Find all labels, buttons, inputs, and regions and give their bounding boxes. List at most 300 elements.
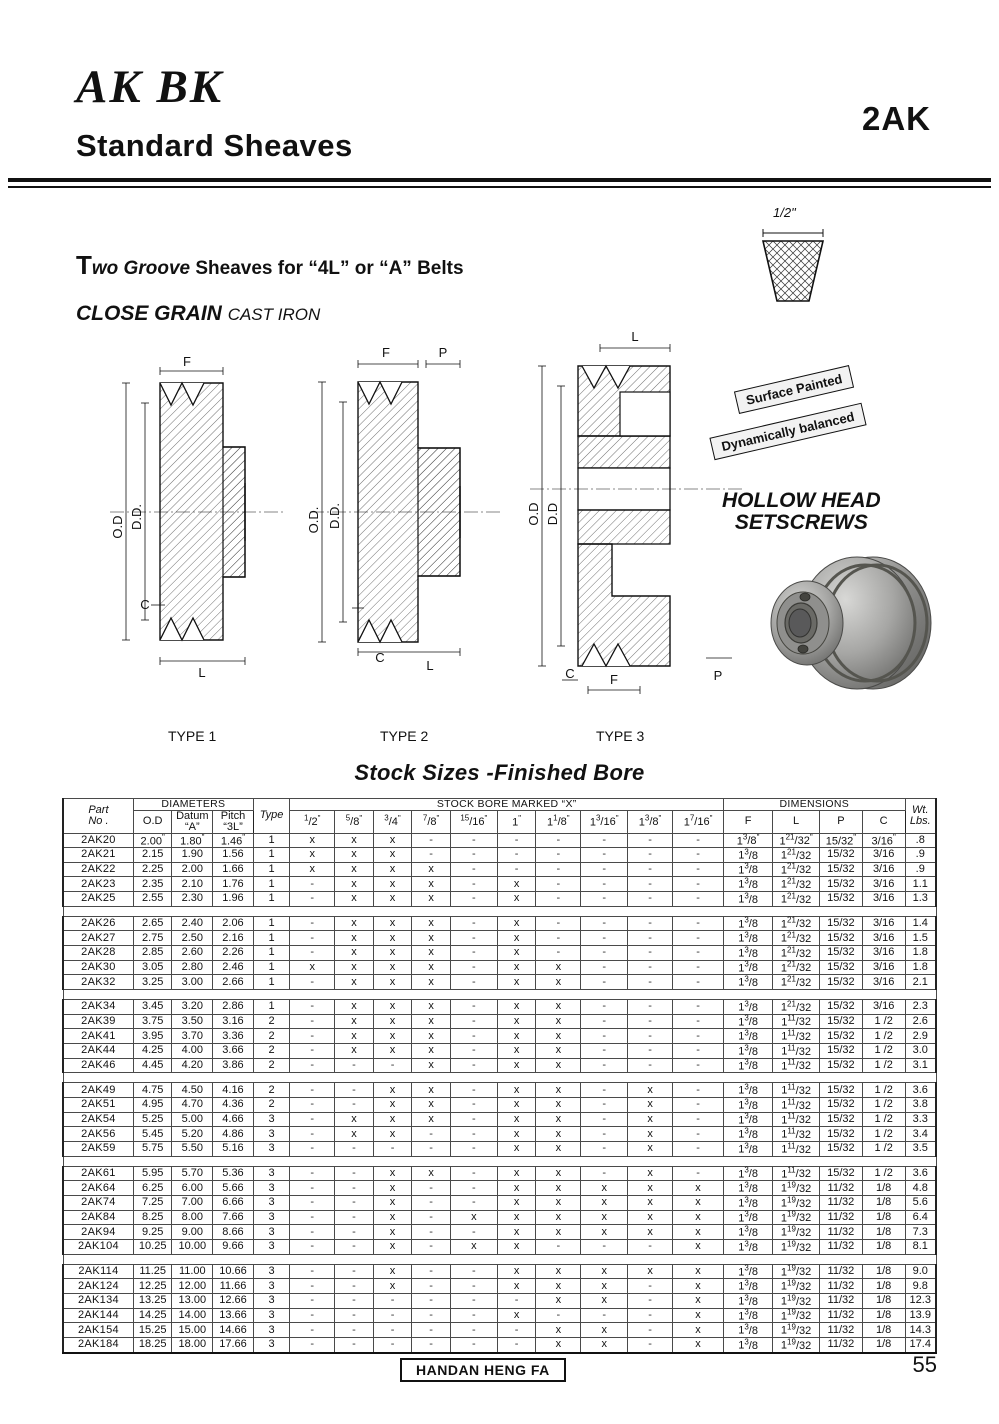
table-row[interactable] [63,1337,936,1352]
cell-datum: 1.80" [172,833,213,848]
table-row[interactable] [63,1323,936,1338]
cell-bore-8: x [628,1181,673,1196]
cell-bore-8: - [628,1293,673,1308]
cell-type: 2 [253,1044,290,1059]
cell-pitch: 17.66 [213,1337,254,1352]
cell-weight: 3.0 [905,1044,936,1059]
cell-dim-p: 11/32 [820,1195,863,1210]
hollow-head-line1: HOLLOW HEAD [722,489,881,512]
cell-dim-p: 11/32 [820,1308,863,1323]
table-row[interactable] [63,946,936,961]
cell-part-no: 2AK44 [63,1044,133,1059]
table-row[interactable] [63,833,936,848]
cell-dim-l: $1^{21}/32$ [773,916,820,931]
cell-type: 1 [253,848,290,863]
cell-bore-4: - [450,862,497,877]
cell-dim-l: $1^{21}/32$ [773,975,820,990]
block-spacer [63,1156,936,1166]
cell-bore-9: - [673,1058,724,1073]
cell-dim-p: 15/32 [820,960,863,975]
cell-bore-7: - [581,1141,628,1156]
belt-width-label: 1/2" [773,205,796,220]
cell-bore-9: x [673,1181,724,1196]
cell-datum: 9.00 [172,1225,213,1240]
cell-bore-1: - [335,1058,374,1073]
cell-part-no: 2AK49 [63,1083,133,1098]
cell-bore-4: - [450,1098,497,1113]
cell-bore-3: x [412,1058,451,1073]
cell-bore-8: x [628,1210,673,1225]
type3-L-label: L [631,329,639,344]
cell-weight: 1.3 [905,892,936,907]
cell-datum: 2.30 [172,892,213,907]
table-row[interactable] [63,1000,936,1015]
cell-type: 3 [253,1323,290,1338]
table-row[interactable] [63,892,936,907]
cell-pitch: 3.16 [213,1014,254,1029]
cell-dim-f: $1^3/8$ [724,862,773,877]
cell-dim-p: 15/32 [820,946,863,961]
cell-dim-f: $1^3/8$ [724,1112,773,1127]
cell-dim-f: $1^3/8$ [724,1014,773,1029]
table-row[interactable] [63,1014,936,1029]
cell-bore-7: x [581,1337,628,1352]
cell-part-no: 2AK59 [63,1141,133,1156]
cell-type: 3 [253,1279,290,1294]
cell-dim-c: 3/16 [862,946,905,961]
table-row[interactable] [63,1098,936,1113]
cell-bore-7: x [581,1181,628,1196]
cell-od: 11.25 [133,1264,172,1279]
cell-dim-c: 3/16 [862,877,905,892]
col-od: O.D [133,810,172,833]
cell-bore-0: - [290,1127,335,1142]
cell-bore-9: x [673,1239,724,1254]
cell-bore-4: - [450,1308,497,1323]
table-row[interactable] [63,1083,936,1098]
cell-datum: 1.90 [172,848,213,863]
cell-part-no: 2AK124 [63,1279,133,1294]
table-row[interactable] [63,931,936,946]
cell-dim-p: 15/32 [820,975,863,990]
cell-dim-c: 1 /2 [862,1166,905,1181]
cell-bore-3: x [412,1098,451,1113]
cell-part-no: 2AK46 [63,1058,133,1073]
cell-dim-l: $1^{11}/32$ [773,1044,820,1059]
cell-dim-f: $1^3/8$ [724,1127,773,1142]
cell-bore-8: - [628,946,673,961]
cell-od: 2.00" [133,833,172,848]
cell-pitch: 1.76 [213,877,254,892]
table-row[interactable] [63,1044,936,1059]
cell-bore-5: x [497,916,536,931]
cell-bore-1: - [335,1141,374,1156]
cell-weight: 1.8 [905,960,936,975]
cell-type: 2 [253,1029,290,1044]
cell-pitch: 3.36 [213,1029,254,1044]
cell-bore-9: - [673,1127,724,1142]
cell-bore-9: - [673,1000,724,1015]
cell-dim-f: $1^3/8$ [724,1058,773,1073]
cell-bore-0: - [290,1225,335,1240]
cell-bore-0: - [290,1044,335,1059]
cell-bore-5: x [497,975,536,990]
cell-dim-p: 11/32 [820,1264,863,1279]
cell-datum: 15.00 [172,1323,213,1338]
cell-dim-f: $1^3/8$ [724,848,773,863]
col-bore-3: $^7$/8" [412,810,451,833]
type2-C-label: C [375,650,385,665]
cell-bore-4: - [450,1044,497,1059]
cell-bore-1: - [335,1279,374,1294]
table-row[interactable] [63,848,936,863]
cell-bore-3: x [412,916,451,931]
spec-table [62,798,937,1353]
col-bore-5: 1" [497,810,536,833]
cell-bore-8: - [628,848,673,863]
cell-bore-1: - [335,1225,374,1240]
cell-od: 3.75 [133,1014,172,1029]
cell-bore-1: - [335,1098,374,1113]
cell-dim-p: 15/32 [820,916,863,931]
cell-type: 3 [253,1308,290,1323]
table-row[interactable] [63,1308,936,1323]
cell-bore-8: x [628,1098,673,1113]
cell-dim-l: $1^{19}/32$ [773,1337,820,1352]
cell-pitch: 12.66 [213,1293,254,1308]
cell-type: 2 [253,1058,290,1073]
cell-bore-7: - [581,1058,628,1073]
cell-bore-2: x [373,931,412,946]
cell-od: 9.25 [133,1225,172,1240]
cell-dim-l: $1^{21}/32$ [773,862,820,877]
cell-dim-l: $1^{11}/32$ [773,1127,820,1142]
cell-dim-l: $1^{11}/32$ [773,1058,820,1073]
cell-bore-8: x [628,1127,673,1142]
table-row[interactable] [63,960,936,975]
cell-bore-1: x [335,975,374,990]
col-bore-4: $^{15}$/16" [450,810,497,833]
col-datum: Datum “A” [172,810,213,833]
type3-dd-label: D.D [545,502,560,526]
cell-part-no: 2AK22 [63,862,133,877]
cell-bore-9: - [673,931,724,946]
table-row[interactable] [63,862,936,877]
cell-bore-6: - [536,1239,581,1254]
table-row[interactable] [63,1181,936,1196]
cell-bore-6: x [536,1112,581,1127]
table-row[interactable] [63,1127,936,1142]
cell-bore-7: - [581,1000,628,1015]
cell-weight: .9 [905,862,936,877]
cell-bore-5: x [497,960,536,975]
cell-bore-8: x [628,1083,673,1098]
cell-type: 1 [253,862,290,877]
cell-bore-5: x [497,931,536,946]
cell-bore-0: - [290,1293,335,1308]
cell-bore-1: - [335,1264,374,1279]
cell-dim-p: 15/32 [820,1029,863,1044]
cell-bore-5: x [497,1098,536,1113]
cell-bore-2: x [373,1225,412,1240]
cell-bore-2: - [373,1293,412,1308]
cell-bore-6: x [536,1293,581,1308]
cell-weight: 3.3 [905,1112,936,1127]
cell-bore-0: - [290,946,335,961]
cell-dim-f: $1^3/8$ [724,1323,773,1338]
cell-bore-8: - [628,877,673,892]
cell-dim-l: $1^{11}/32$ [773,1098,820,1113]
cell-bore-2: x [373,946,412,961]
cell-bore-3: x [412,1014,451,1029]
cell-bore-7: - [581,1166,628,1181]
cell-dim-f: $1^3/8$ [724,1337,773,1352]
cell-bore-0: - [290,1308,335,1323]
cell-bore-7: x [581,1279,628,1294]
table-row[interactable] [63,1166,936,1181]
cell-dim-f: $1^3/8$ [724,1083,773,1098]
type2-P-label: P [438,345,448,360]
cell-bore-6: x [536,1000,581,1015]
cell-bore-7: - [581,862,628,877]
cell-bore-9: - [673,946,724,961]
cell-type: 3 [253,1195,290,1210]
cell-bore-5: - [497,848,536,863]
cell-datum: 4.70 [172,1098,213,1113]
cell-bore-1: - [335,1293,374,1308]
cell-bore-0: - [290,931,335,946]
cell-dim-c: 1 /2 [862,1058,905,1073]
cell-dim-p: 15/32 [820,931,863,946]
cell-part-no: 2AK61 [63,1166,133,1181]
cell-dim-l: $1^{21}/32^"$ [773,833,820,848]
cell-bore-0: x [290,862,335,877]
table-row[interactable] [63,877,936,892]
cell-dim-p: 15/32 [820,892,863,907]
table-row[interactable] [63,916,936,931]
type3-F-label: F [610,672,618,687]
cell-pitch: 1.56 [213,848,254,863]
cell-bore-3: - [412,1323,451,1338]
cell-datum: 6.00 [172,1181,213,1196]
cell-bore-4: - [450,1000,497,1015]
cell-bore-0: - [290,1098,335,1113]
col-part-no: Part No . [63,799,133,834]
table-row[interactable] [63,1293,936,1308]
cell-datum: 2.50 [172,931,213,946]
cell-bore-6: x [536,1098,581,1113]
col-bore-8: $1^3/8^"$ [628,810,673,833]
cell-pitch: 4.36 [213,1098,254,1113]
table-row[interactable] [63,1264,936,1279]
col-bore-7: $1^3/16^"$ [581,810,628,833]
cell-bore-3: x [412,946,451,961]
cell-bore-3: x [412,975,451,990]
cell-bore-7: - [581,848,628,863]
type3-C-label: C [565,666,575,681]
cell-od: 2.25 [133,862,172,877]
cell-pitch: 2.06 [213,916,254,931]
cell-type: 3 [253,1293,290,1308]
hollow-head-line2: SETSCREWS [734,511,868,535]
cell-datum: 13.00 [172,1293,213,1308]
cell-dim-c: 1/8 [862,1279,905,1294]
cell-bore-5: x [497,1166,536,1181]
type2-drawing [300,340,510,685]
cell-bore-4: - [450,1014,497,1029]
cell-bore-2: x [373,877,412,892]
belt-section-svg [745,205,865,310]
cell-type: 1 [253,877,290,892]
cell-dim-p: 11/32 [820,1323,863,1338]
cell-bore-3: - [412,848,451,863]
cell-weight: 14.3 [905,1323,936,1338]
cell-dim-p: 15/32 [820,877,863,892]
cell-bore-9: - [673,1044,724,1059]
cell-bore-9: x [673,1293,724,1308]
table-row[interactable] [63,1279,936,1294]
cell-bore-3: - [412,833,451,848]
cell-pitch: 14.66 [213,1323,254,1338]
cell-part-no: 2AK134 [63,1293,133,1308]
table-row[interactable] [63,1112,936,1127]
cell-datum: 7.00 [172,1195,213,1210]
cell-bore-6: x [536,1323,581,1338]
cell-bore-4: - [450,960,497,975]
cell-bore-5: x [497,892,536,907]
cell-bore-1: x [335,1044,374,1059]
cell-dim-p: 15/32 [820,1112,863,1127]
cell-bore-5: x [497,1000,536,1015]
cell-dim-l: $1^{19}/32$ [773,1225,820,1240]
table-row[interactable] [63,1029,936,1044]
cell-bore-9: - [673,833,724,848]
cell-bore-6: x [536,1044,581,1059]
cell-bore-8: x [628,1166,673,1181]
cell-weight: 3.8 [905,1098,936,1113]
cell-bore-1: x [335,833,374,848]
cell-bore-8: - [628,892,673,907]
cell-bore-2: x [373,1014,412,1029]
cell-pitch: 3.66 [213,1044,254,1059]
cell-dim-c: 1/8 [862,1308,905,1323]
cell-datum: 14.00 [172,1308,213,1323]
cell-bore-6: x [536,1014,581,1029]
cell-dim-f: $1^3/8$ [724,1098,773,1113]
cell-bore-5: x [497,1083,536,1098]
cell-bore-7: x [581,1195,628,1210]
cell-dim-c: 3/16 [862,931,905,946]
cell-bore-4: - [450,1166,497,1181]
cell-bore-7: - [581,1083,628,1098]
cell-type: 3 [253,1112,290,1127]
type3-caption: TYPE 3 [596,728,645,744]
cell-bore-8: x [628,1264,673,1279]
cell-bore-2: x [373,1098,412,1113]
cell-bore-2: x [373,1166,412,1181]
cell-bore-5: x [497,1181,536,1196]
table-row[interactable] [63,1210,936,1225]
cell-dim-c: 1/8 [862,1264,905,1279]
cell-bore-0: x [290,848,335,863]
tag-dynamically-balanced: Dynamically balanced [709,403,866,460]
col-type: Type [253,799,290,834]
cell-bore-3: - [412,1239,451,1254]
cell-bore-1: x [335,931,374,946]
cell-dim-c: 1/8 [862,1239,905,1254]
cell-bore-0: - [290,916,335,931]
table-row[interactable] [63,1141,936,1156]
cell-bore-8: - [628,916,673,931]
cell-weight: 3.6 [905,1083,936,1098]
cell-od: 3.45 [133,1000,172,1015]
cell-pitch: 2.46 [213,960,254,975]
cell-bore-6: x [536,1127,581,1142]
cell-weight: 2.1 [905,975,936,990]
cell-pitch: 1.46" [213,833,254,848]
table-row[interactable] [63,975,936,990]
cell-type: 3 [253,1225,290,1240]
cell-bore-0: - [290,1239,335,1254]
cell-dim-l: $1^{19}/32$ [773,1181,820,1196]
table-row[interactable] [63,1225,936,1240]
type1-drawing [95,355,295,685]
cell-od: 13.25 [133,1293,172,1308]
cell-bore-1: x [335,960,374,975]
cell-bore-9: x [673,1337,724,1352]
cell-dim-f: $1^3/8$ [724,1166,773,1181]
cell-bore-8: - [628,1000,673,1015]
cell-od: 10.25 [133,1239,172,1254]
cell-dim-p: 15/32 [820,1014,863,1029]
cell-bore-6: x [536,1141,581,1156]
cell-bore-2: x [373,1264,412,1279]
table-row[interactable] [63,1239,936,1254]
cell-bore-3: x [412,1166,451,1181]
cell-od: 5.45 [133,1127,172,1142]
cell-pitch: 5.16 [213,1141,254,1156]
cell-datum: 11.00 [172,1264,213,1279]
cell-dim-l: $1^{21}/32$ [773,877,820,892]
cell-od: 4.75 [133,1083,172,1098]
cell-bore-3: x [412,1044,451,1059]
table-row[interactable] [63,1058,936,1073]
cell-pitch: 5.36 [213,1166,254,1181]
cell-datum: 18.00 [172,1337,213,1352]
cell-weight: .8 [905,833,936,848]
block-spacer-cell [63,1254,936,1264]
cell-dim-p: 15/32 [820,1127,863,1142]
cell-bore-7: - [581,833,628,848]
table-row[interactable] [63,1195,936,1210]
cell-pitch: 3.86 [213,1058,254,1073]
product-code: 2AK [861,100,931,137]
cell-weight: 3.5 [905,1141,936,1156]
cell-bore-8: - [628,1029,673,1044]
cell-bore-5: x [497,1014,536,1029]
type2-F-label: F [382,345,390,360]
cell-dim-l: $1^{19}/32$ [773,1210,820,1225]
cell-bore-7: - [581,1239,628,1254]
cell-dim-l: $1^{21}/32$ [773,960,820,975]
cell-datum: 4.50 [172,1083,213,1098]
cell-bore-1: - [335,1308,374,1323]
cell-part-no: 2AK32 [63,975,133,990]
cell-bore-5: - [497,1323,536,1338]
cell-type: 1 [253,975,290,990]
cell-bore-5: x [497,1127,536,1142]
type3-od-label: O.D [526,502,541,526]
